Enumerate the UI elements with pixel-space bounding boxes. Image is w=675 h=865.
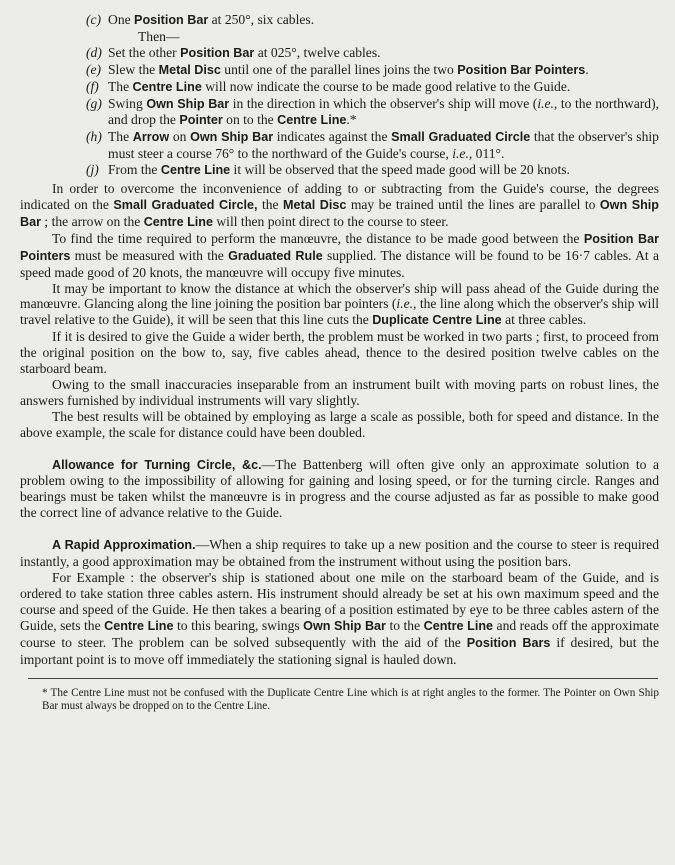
text-run: on [169, 129, 191, 145]
step-item [20, 129, 659, 162]
bold-term: Graduated Rule [228, 248, 323, 263]
bold-term: Position Bars [466, 635, 551, 650]
text-run: One [108, 12, 135, 27]
bold-term: Own Ship Bar [190, 130, 274, 145]
step-label: (d) [86, 44, 102, 60]
example-paragraph [20, 570, 659, 667]
step-item [20, 12, 659, 29]
text-run: until one of the parallel lines joins the two [220, 61, 458, 77]
text-run: 011°. [472, 146, 505, 162]
bold-term: Centre Line [277, 113, 347, 128]
bold-term: Allowance for Turning Circle, &c. [52, 457, 262, 472]
bold-term: Centre Line [423, 618, 494, 633]
text-run: Slew the [108, 61, 159, 77]
body-paragraph [20, 409, 659, 441]
text-run: Swing [108, 95, 147, 111]
bold-term: Position Bar [180, 45, 255, 60]
text-run: To find the time required to perform the manœuvre, the distance to be made good between the [52, 230, 584, 246]
bold-term: Arrow [132, 130, 170, 145]
section-turning-circle [20, 457, 659, 522]
text-run: will now indicate the course to be made good relative to the Guide. [201, 78, 571, 94]
body-paragraphs [20, 181, 659, 441]
footnote-divider [28, 678, 658, 679]
step-item [20, 79, 659, 96]
step-label: (g) [86, 95, 102, 111]
italic-term: i.e., [396, 296, 417, 312]
text-run: to this bearing, swings [173, 617, 304, 633]
bold-term: Position Bar Pointers [20, 231, 659, 263]
italic-term: i.e., [452, 146, 473, 162]
step-label: (e) [86, 61, 102, 77]
text-run: at 250°, six cables. [208, 12, 315, 27]
text-run: supplied. The distance will be found to be 16·7 cables. At a speed made good of 20 knots, the manœuvre will occupy five minutes. [20, 247, 659, 280]
step-label: (f) [86, 78, 99, 94]
text-run: it will be observed that the speed made good will be 20 knots. [230, 162, 570, 178]
text-run: and reads off the approximate course to steer. The problem can be solved subsequently with the aid of the [20, 617, 659, 650]
text-run: the [257, 196, 284, 212]
body-paragraph [20, 231, 659, 281]
step-item [20, 162, 659, 179]
text-run: at three cables. [501, 312, 587, 328]
text-run: It may be important to know the distance at which the observer's ship will pass ahead of the Guide during the manœuvre. Glancing along the line joining the position bar pointers ( [20, 280, 659, 312]
text-run: Owing to the small inaccuracies inseparable from an instrument built with moving parts on robust lines, the answers furnished by individual instruments will vary slightly. [20, 376, 659, 408]
text-run: For Example : the observer's ship is stationed about one mile on the starboard beam of the Guide, and is ordered to take station three cables astern. His instrument should already be set at his own maximum speed and the course and speed of the Guide. He then takes a bearing of a position estimated by eye to be three cables astern of the Guide, sets the [20, 570, 659, 633]
bold-term: A Rapid Approximation. [52, 538, 196, 553]
bold-term: Own Ship Bar [303, 618, 386, 633]
body-paragraph [20, 281, 659, 330]
footnote: * The Centre Line must not be confused with the Duplicate Centre Line which is at right angles to the former. The Pointer on Own Ship Bar must always be dropped on to the Centre Line. [42, 687, 659, 713]
bold-term: Centre Line [160, 163, 231, 178]
text-run: The best results will be obtained by employing as large a scale as possible, both for speed and distance. In the above example, the scale for distance could have been doubled. [20, 408, 659, 440]
text-run: in the direction in which the observer's ship will move ( [229, 95, 538, 111]
text-run: indicates against the [273, 129, 392, 145]
text-run: that the observer's ship must steer a course 76° to the northward of the Guide's course, [108, 129, 659, 162]
bold-term: Metal Disc [283, 197, 347, 212]
text-run: on to the [222, 112, 278, 128]
text-run: Set the other [108, 44, 181, 60]
body-paragraph [20, 329, 659, 377]
text-run: . [585, 61, 589, 77]
text-run: —When a ship requires to take up a new position and the course to steer is required instantly, a good approximation may be obtained from the instrument without using the position bars. [20, 537, 659, 570]
steps-list-top [20, 12, 659, 29]
step-item [20, 62, 659, 79]
bold-term: Own Ship Bar [20, 197, 660, 229]
text-run: may be trained until the lines are parallel to [346, 196, 600, 212]
text-run: ; the arrow on the [41, 213, 144, 229]
then-connector: Then— [138, 28, 180, 44]
step-label: (c) [86, 12, 102, 27]
section-rapid-approximation [20, 537, 659, 667]
rapid-approximation-paragraph [20, 537, 659, 570]
step-item [20, 96, 659, 130]
text-run: From the [108, 162, 161, 178]
text-run: The [108, 78, 133, 94]
text-run: to the northward), and drop the [108, 95, 659, 128]
turning-circle-paragraph [20, 457, 659, 522]
bold-term: Small Graduated Circle, [113, 197, 258, 212]
step-item [20, 45, 659, 62]
bold-term: Position Bar Pointers [457, 62, 586, 77]
text-run: —The Battenberg will often give only an approximate solution to a problem owing to the impossibility of allowing for gaining and losing speed, or for the turning circle. Ranges and bearings must be taken whilst the manœuvre is in progress and the course adjusted as far as possible to make good the correct line of advance relative to the Guide. [20, 456, 659, 521]
bold-term: Centre Line [143, 214, 213, 229]
bold-term: Position Bar [134, 13, 209, 27]
steps-list [20, 45, 659, 179]
italic-term: i.e., [537, 95, 558, 111]
step-label: (j) [86, 162, 99, 178]
bold-term: Centre Line [132, 79, 202, 94]
bold-term: Small Graduated Circle [391, 130, 531, 145]
body-paragraph [20, 181, 659, 231]
text-run: to the [385, 617, 424, 633]
step-label: (h) [86, 129, 102, 145]
text-run: .* [346, 112, 357, 128]
bold-term: Pointer [179, 113, 223, 128]
text-run: if desired, but the important point is to move off immediately the stationing signal is hauled down. [20, 634, 660, 667]
bold-term: Centre Line [104, 618, 174, 633]
bold-term: Own Ship Bar [146, 96, 230, 111]
text-run: The [108, 129, 133, 145]
bold-term: Metal Disc [158, 62, 221, 77]
text-run: If it is desired to give the Guide a wider berth, the problem must be worked in two parts ; first, to proceed from the original position on the bow to, say, five cables ahead, thence to the desired position twelve cables on the starboard beam. [20, 329, 659, 377]
text-run: at 025°, twelve cables. [254, 44, 381, 60]
bold-term: Duplicate Centre Line [372, 313, 502, 328]
text-run: the line along which the observer's ship will travel relative to the Guide), it will be seen that this line cuts the [20, 296, 660, 328]
body-paragraph [20, 377, 659, 409]
text-run: will then point direct to the course to steer. [212, 213, 449, 229]
text-run: must be measured with the [70, 247, 229, 263]
text-run: In order to overcome the inconvenience of adding to or subtracting from the Guide's course, the degrees indicated on the [20, 181, 659, 212]
